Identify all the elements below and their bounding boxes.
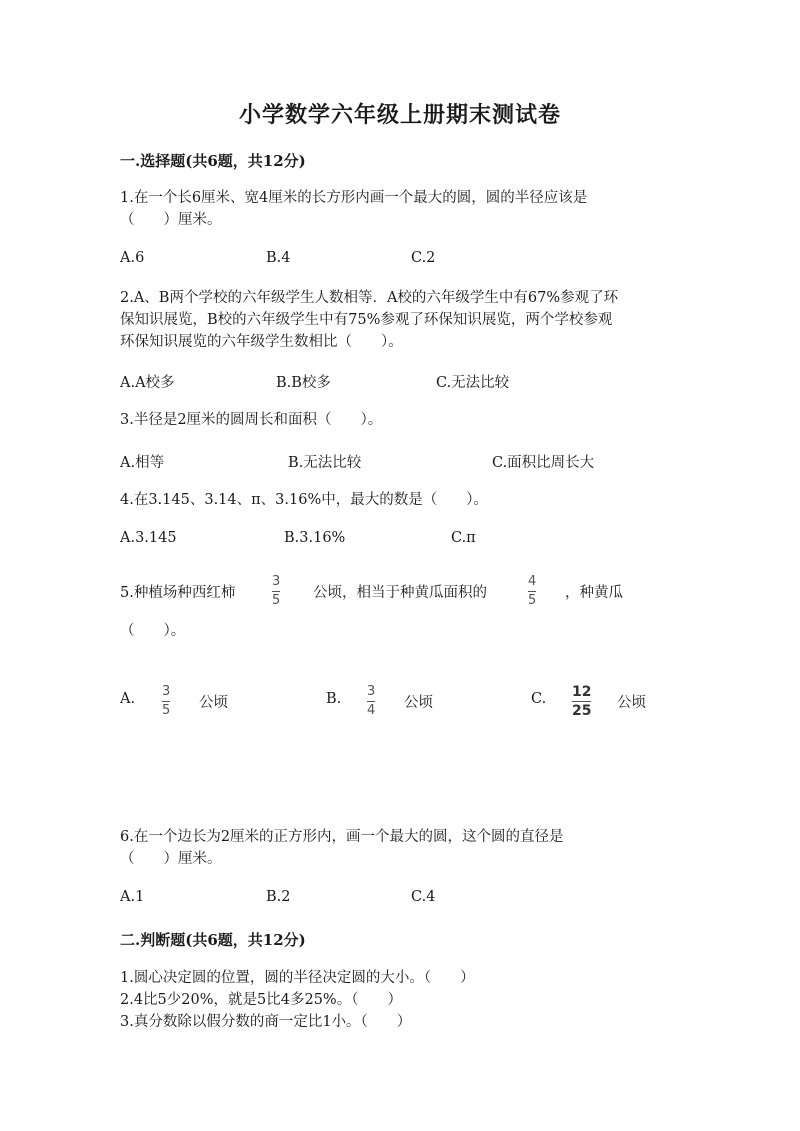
q5-option-c-unit: 公顷: [617, 695, 646, 711]
q1-line2: （ ）厘米。: [120, 212, 222, 228]
q1-option-c: C.2: [411, 250, 436, 266]
q5-option-b-label: B.: [326, 691, 342, 707]
fraction-denominator: 5: [272, 593, 281, 608]
q5-option-a-label: A.: [120, 691, 136, 707]
fraction-bar: [272, 591, 280, 592]
q4-option-c: C.π: [451, 530, 476, 546]
section-heading-choice: 一.选择题(共6题，共12分): [120, 152, 306, 170]
fraction-denominator: 4: [367, 703, 376, 718]
fraction-bar: [367, 701, 375, 702]
q3-option-c: C.面积比周长大: [492, 455, 595, 471]
page-title: 小学数学六年级上册期末测试卷: [238, 102, 561, 128]
section-heading-judgement: 二.判断题(共6题，共12分): [120, 931, 306, 949]
q6-option-b: B.2: [266, 889, 291, 905]
q4-option-a: A.3.145: [120, 530, 177, 546]
fraction-bar: [162, 701, 170, 702]
q2-option-c: C.无法比较: [436, 375, 510, 391]
q1-option-a: A.6: [120, 250, 145, 266]
fraction-numerator: 3: [272, 574, 281, 589]
q4-option-b: B.3.16%: [284, 530, 346, 546]
q5-option-a-fraction: [162, 684, 170, 719]
q2-line1: 2.A、B两个学校的六年级学生人数相等．A校的六年级学生中有67%参观了环: [120, 290, 619, 306]
q5-option-b-fraction: [367, 684, 375, 719]
q5-option-b-unit: 公顷: [404, 695, 433, 711]
q5-fraction-2: [528, 574, 536, 609]
fraction-numerator: 4: [528, 574, 537, 589]
judgement-item-1: 1.圆心决定圆的位置，圆的半径决定圆的大小。（ ）: [120, 970, 475, 986]
q4-line1: 4.在3.145、3.14、π、3.16%中，最大的数是（ ）。: [120, 492, 488, 508]
q2-option-a: A.A校多: [120, 375, 175, 391]
fraction-numerator: 3: [367, 684, 376, 699]
q5-fraction-1: [272, 574, 280, 609]
fraction-bar: [572, 701, 591, 702]
q5-option-c-fraction: [572, 684, 591, 719]
q5-suffix: ，种黄瓜: [565, 585, 623, 601]
q5-prefix: 5.种植场种西红柿: [120, 585, 236, 601]
q3-option-a: A.相等: [120, 455, 165, 471]
fraction-denominator: 25: [572, 703, 592, 719]
fraction-numerator: 12: [572, 684, 592, 700]
q1-line1: 1.在一个长6厘米、宽4厘米的长方形内画一个最大的圆，圆的半径应该是: [120, 190, 588, 206]
judgement-item-3: 3.真分数除以假分数的商一定比1小。（ ）: [120, 1014, 412, 1030]
q5-middle: 公顷，相当于种黄瓜面积的: [313, 585, 487, 601]
q1-option-b: B.4: [266, 250, 291, 266]
fraction-denominator: 5: [162, 703, 171, 718]
q5-line2: （ ）。: [120, 623, 186, 639]
q6-option-c: C.4: [411, 889, 436, 905]
q5-option-c-label: C.: [531, 691, 547, 707]
fraction-numerator: 3: [162, 684, 171, 699]
fraction-denominator: 5: [528, 593, 537, 608]
q3-line1: 3.半径是2厘米的圆周长和面积（ ）。: [120, 412, 383, 428]
q6-line2: （ ）厘米。: [120, 851, 222, 867]
q6-line1: 6.在一个边长为2厘米的正方形内，画一个最大的圆，这个圆的直径是: [120, 829, 564, 845]
q5-option-a-unit: 公顷: [199, 695, 228, 711]
q2-option-b: B.B校多: [276, 375, 331, 391]
fraction-bar: [528, 591, 536, 592]
q6-option-a: A.1: [120, 889, 145, 905]
q2-line3: 环保知识展览的六年级学生数相比（ ）。: [120, 334, 403, 350]
judgement-item-2: 2.4比5少20%，就是5比4多25%。（ ）: [120, 992, 402, 1008]
q3-option-b: B.无法比较: [288, 455, 362, 471]
q2-line2: 保知识展览，B校的六年级学生中有75%参观了环保知识展览，两个学校参观: [120, 312, 613, 328]
